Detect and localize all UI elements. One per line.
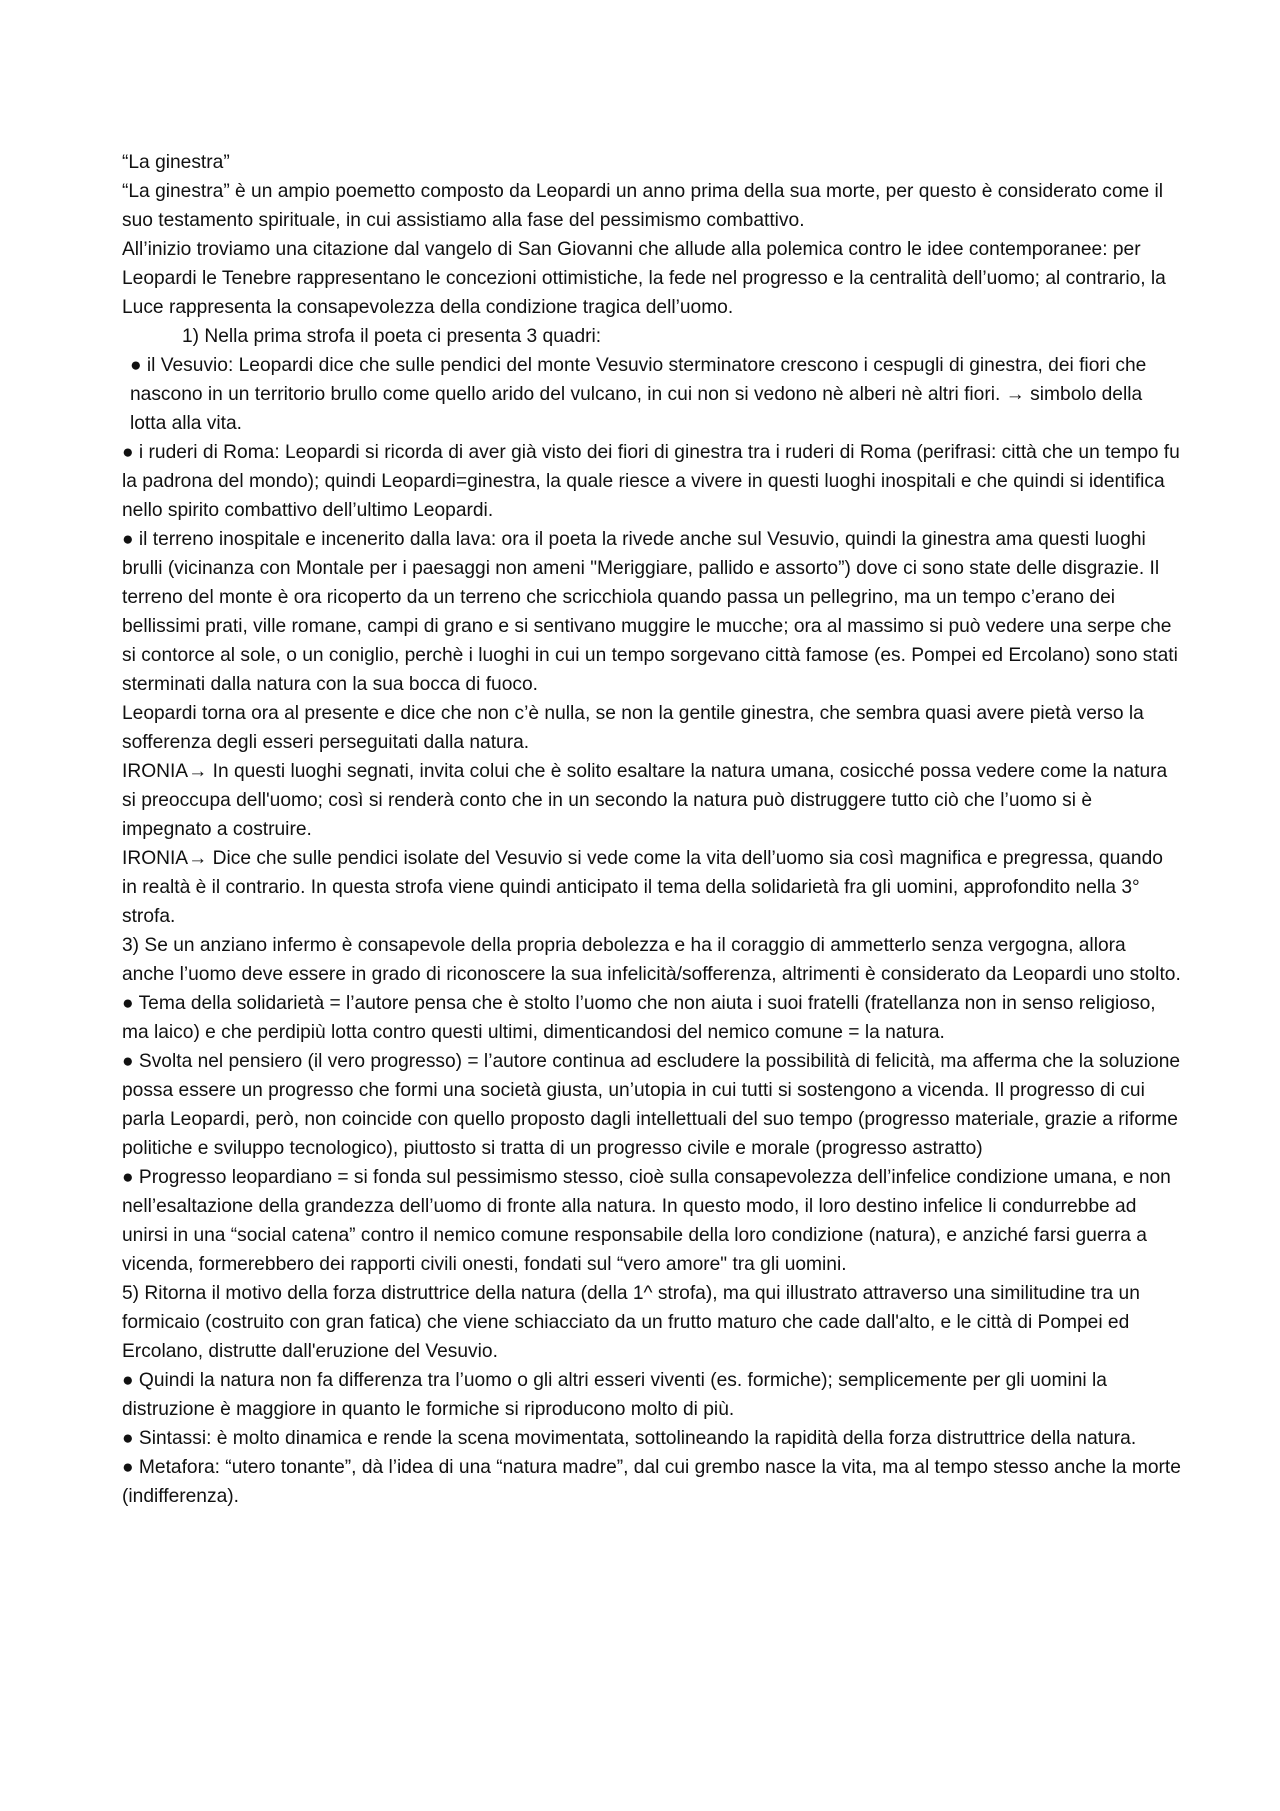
bullet-sintassi: ● Sintassi: è molto dinamica e rende la scena movimentata, sottolineando la rapidità della forza distruttrice della natura. bbox=[122, 1428, 1137, 1449]
bullet-solidarieta: ● Tema della solidarietà = l’autore pensa che è stolto l’uomo che non aiuta i suoi fratelli (fratellanza non in senso religioso, ma laico) e che perdipiù lotta contro questi ultimi, dimenticandosi del nemico comune = la natura. bbox=[122, 993, 1156, 1043]
paragraph-citation: All’inizio troviamo una citazione dal vangelo di San Giovanni che allude alla polemica contro le idee contemporanee: per Leopardi le Tenebre rappresentano le concezioni ottimistiche, la fede nel progresso e la centralità dell’uomo; al contrario, la Luce rappresenta la consapevolezza della condizione tragica dell’uomo. bbox=[122, 239, 1166, 318]
document-title: “La ginestra” bbox=[122, 152, 230, 173]
bullet-progresso-leopardiano: ● Progresso leopardiano = si fonda sul pessimismo stesso, cioè sulla consapevolezza dell’infelice condizione umana, e non nell’esaltazione della grandezza dell’uomo di fronte alla natura. In questo modo, il loro destino infelice li condurrebbe ad unirsi in una “social catena” contro il nemico comune responsabile della loro condizione (natura), e anziché farsi guerra a vicenda, formerebbero dei rapporti civili onesti, fondati sul “vero amore" tra gli uomini. bbox=[122, 1167, 1171, 1275]
paragraph-strofa-5: 5) Ritorna il motivo della forza distruttrice della natura (della 1^ strofa), ma qui illustrato attraverso una similitudine tra un formicaio (costruito con gran fatica) che viene schiacciato da un frutto maturo che cade dall'alto, e le città di Pompei ed Ercolano, distrutte dall'eruzione del Vesuvio. bbox=[122, 1283, 1140, 1362]
bullet-ruderi-roma: ● i ruderi di Roma: Leopardi si ricorda di aver già visto dei fiori di ginestra tra i ruderi di Roma (perifrasi: città che un tempo fu la padrona del mondo); quindi Leopardi=ginestra, la quale riesce a vivere in questi luoghi inospitali e che quindi si identifica nello spirito combattivo dell’ultimo Leopardi. bbox=[122, 442, 1180, 521]
bullet-vesuvio: ● il Vesuvio: Leopardi dice che sulle pendici del monte Vesuvio sterminatore crescono i cespugli di ginestra, dei fiori che nascono in un territorio brullo come quello arido del vulcano, in cui non si vedono nè alberi nè altri fiori. → simbolo della lotta alla vita. bbox=[130, 355, 1147, 434]
paragraph-strofa-3: 3) Se un anziano infermo è consapevole della propria debolezza e ha il coraggio di ammetterlo senza vergogna, allora anche l’uomo deve essere in grado di riconoscere la sua infelicità/sofferenza, altrimenti è considerato da Leopardi uno stolto. bbox=[122, 935, 1181, 985]
bullet-natura-differenza: ● Quindi la natura non fa differenza tra l’uomo o gli altri esseri viventi (es. formiche); semplicemente per gli uomini la distruzione è maggiore in quanto le formiche si riproducono molto di più. bbox=[122, 1370, 1107, 1420]
paragraph-ironia-1: IRONIA→ In questi luoghi segnati, invita colui che è solito esaltare la natura umana, cosicché possa vedere come la natura si preoccupa dell'uomo; così si renderà conto che in un secondo la natura può distruggere tutto ciò che l’uomo si è impegnato a costruire. bbox=[122, 761, 1168, 840]
paragraph-strofa-1: 1) Nella prima strofa il poeta ci presenta 3 quadri: bbox=[182, 326, 602, 347]
bullet-metafora: ● Metafora: “utero tonante”, dà l’idea di una “natura madre”, dal cui grembo nasce la vita, ma al tempo stesso anche la morte (indifferenza). bbox=[122, 1457, 1181, 1507]
paragraph-intro: “La ginestra” è un ampio poemetto composto da Leopardi un anno prima della sua morte, per questo è considerato come il suo testamento spirituale, in cui assistiamo alla fase del pessimismo combattivo. bbox=[122, 181, 1163, 231]
bullet-terreno-inospitale: ● il terreno inospitale e incenerito dalla lava: ora il poeta la rivede anche sul Vesuvio, quindi la ginestra ama questi luoghi brulli (vicinanza con Montale per i paesaggi non ameni "Meriggiare, pallido e assorto”) dove ci sono state delle disgrazie. Il terreno del monte è ora ricoperto da un terreno che scricchiola quando passa un pellegrino, ma un tempo c’erano dei bellissimi prati, ville romane, campi di grano e si sentivano muggire le mucche; ora al massimo si può vedere una serpe che si contorce al sole, o un coniglio, perchè i luoghi in cui un tempo sorgevano città famose (es. Pompei ed Ercolano) sono stati sterminati dalla natura con la sua bocca di fuoco. bbox=[122, 529, 1178, 695]
paragraph-presente: Leopardi torna ora al presente e dice che non c’è nulla, se non la gentile ginestra, che sembra quasi avere pietà verso la sofferenza degli esseri perseguitati dalla natura. bbox=[122, 703, 1144, 753]
document-page bbox=[122, 148, 1182, 1511]
bullet-svolta: ● Svolta nel pensiero (il vero progresso) = l’autore continua ad escludere la possibilità di felicità, ma afferma che la soluzione possa essere un progresso che formi una società giusta, un’utopia in cui tutti si sostengono a vicenda. Il progresso di cui parla Leopardi, però, non coincide con quello proposto dagli intellettuali del suo tempo (progresso materiale, grazie a riforme politiche e sviluppo tecnologico), piuttosto si tratta di un progresso civile e morale (progresso astratto) bbox=[122, 1051, 1181, 1159]
paragraph-ironia-2: IRONIA→ Dice che sulle pendici isolate del Vesuvio si vede come la vita dell’uomo sia così magnifica e pregressa, quando in realtà è il contrario. In questa strofa viene quindi anticipato il tema della solidarietà fra gli uomini, approfondito nella 3° strofa. bbox=[122, 848, 1163, 927]
